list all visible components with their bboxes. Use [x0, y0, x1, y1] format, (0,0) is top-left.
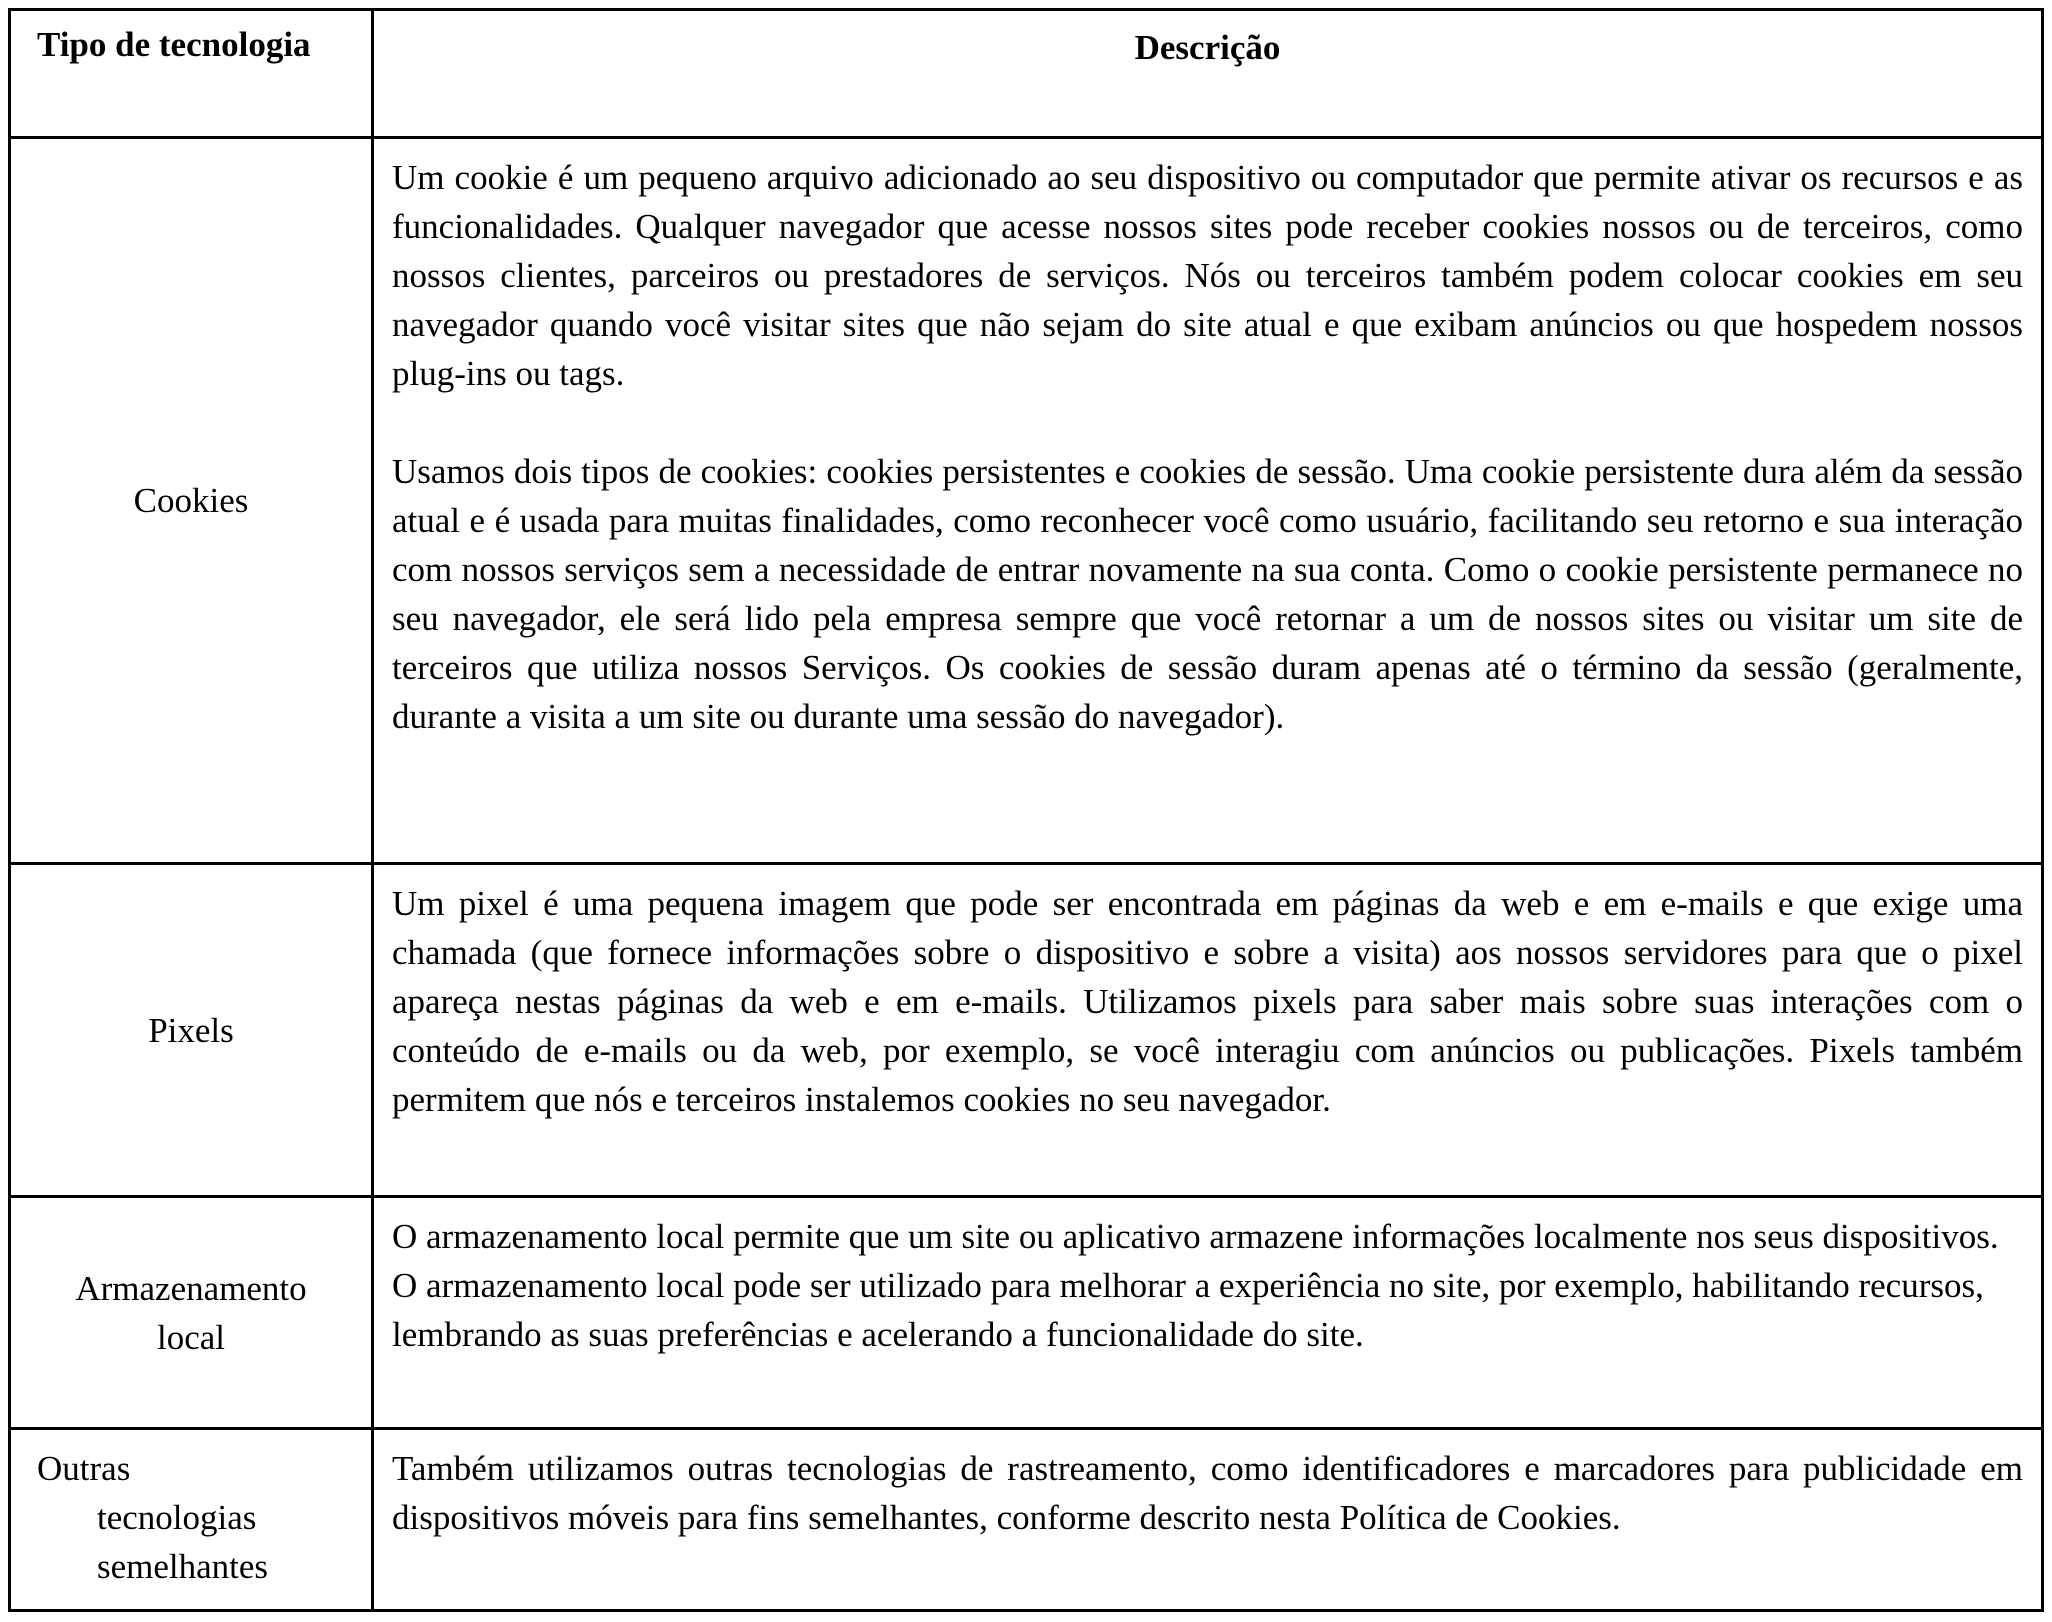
table-header-row	[10, 10, 2043, 138]
type-label-line: local	[156, 1317, 226, 1357]
table-row-cookies	[10, 138, 2043, 864]
description-paragraph: Usamos dois tipos de cookies: cookies persistentes e cookies de sessão. Uma cookie persistente dura além da sessão atual e é usada para muitas finalidades, como reconhecer você como usuário, facilitando seu retorno e sua interação com nossos serviços sem a necessidade de entrar novamente na sua conta. Como o cookie persistente permanece no seu navegador, ele será lido pela empresa sempre que você retornar a um de nossos sites ou visitar um site de terceiros que utiliza nossos Serviços. Os cookies de sessão duram apenas até o término da sessão (geralmente, durante a visita a um site ou durante uma sessão do navegador).	[392, 452, 2023, 736]
description-paragraph: Um pixel é uma pequena imagem que pode ser encontrada em páginas da web e em e-mails e que exige uma chamada (que fornece informações sobre o dispositivo e sobre a visita) aos nossos servidores para que o pixel apareça nestas páginas da web e em e-mails. Utilizamos pixels para saber mais sobre suas interações com o conteúdo de e-mails ou da web, por exemplo, se você interagiu com anúncios ou publicações. Pixels também permitem que nós e terceiros instalemos cookies no seu navegador.	[392, 884, 2023, 1119]
type-label-line: tecnologias	[97, 1498, 257, 1537]
type-label-line: Outras	[37, 1449, 131, 1488]
description-cell	[373, 138, 2043, 864]
type-cell	[10, 1429, 373, 1611]
table-row-local-storage	[10, 1197, 2043, 1429]
type-label-line: semelhantes	[97, 1547, 269, 1586]
description-cell	[373, 1429, 2043, 1611]
description-cell	[373, 1197, 2043, 1429]
header-description-label: Descrição	[1134, 28, 1281, 67]
description-cell	[373, 864, 2043, 1197]
technology-table	[8, 8, 2044, 1612]
type-label-line: Armazenamento	[75, 1268, 307, 1308]
type-cell	[10, 1197, 373, 1429]
description-paragraph: O armazenamento local permite que um site ou aplicativo armazene informações localmente nos seus dispositivos. O armazenamento local pode ser utilizado para melhorar a experiência no site, por exemplo, habilitando recursos, lembrando as suas preferências e acelerando a funcionalidade do site.	[392, 1217, 1999, 1354]
type-cell: Cookies	[10, 138, 373, 864]
table-row-pixels	[10, 864, 2043, 1197]
header-cell-type	[10, 10, 373, 138]
header-cell-description	[373, 10, 2043, 138]
table-row-other-technologies	[10, 1429, 2043, 1611]
header-type-label: Tipo de tecnologia	[37, 25, 311, 64]
type-cell: Pixels	[10, 864, 373, 1197]
description-paragraph: Um cookie é um pequeno arquivo adicionado ao seu dispositivo ou computador que permite ativar os recursos e as funcionalidades. Qualquer navegador que acesse nossos sites pode receber cookies nossos ou de terceiros, como nossos clientes, parceiros ou prestadores de serviços. Nós ou terceiros também podem colocar cookies em seu navegador quando você visitar sites que não sejam do site atual e que exibam anúncios ou que hospedem nossos plug-ins ou tags.	[392, 158, 2023, 393]
description-paragraph: Também utilizamos outras tecnologias de rastreamento, como identificadores e marcadores para publicidade em dispositivos móveis para fins semelhantes, conforme descrito nesta Política de Cookies.	[392, 1449, 2023, 1537]
